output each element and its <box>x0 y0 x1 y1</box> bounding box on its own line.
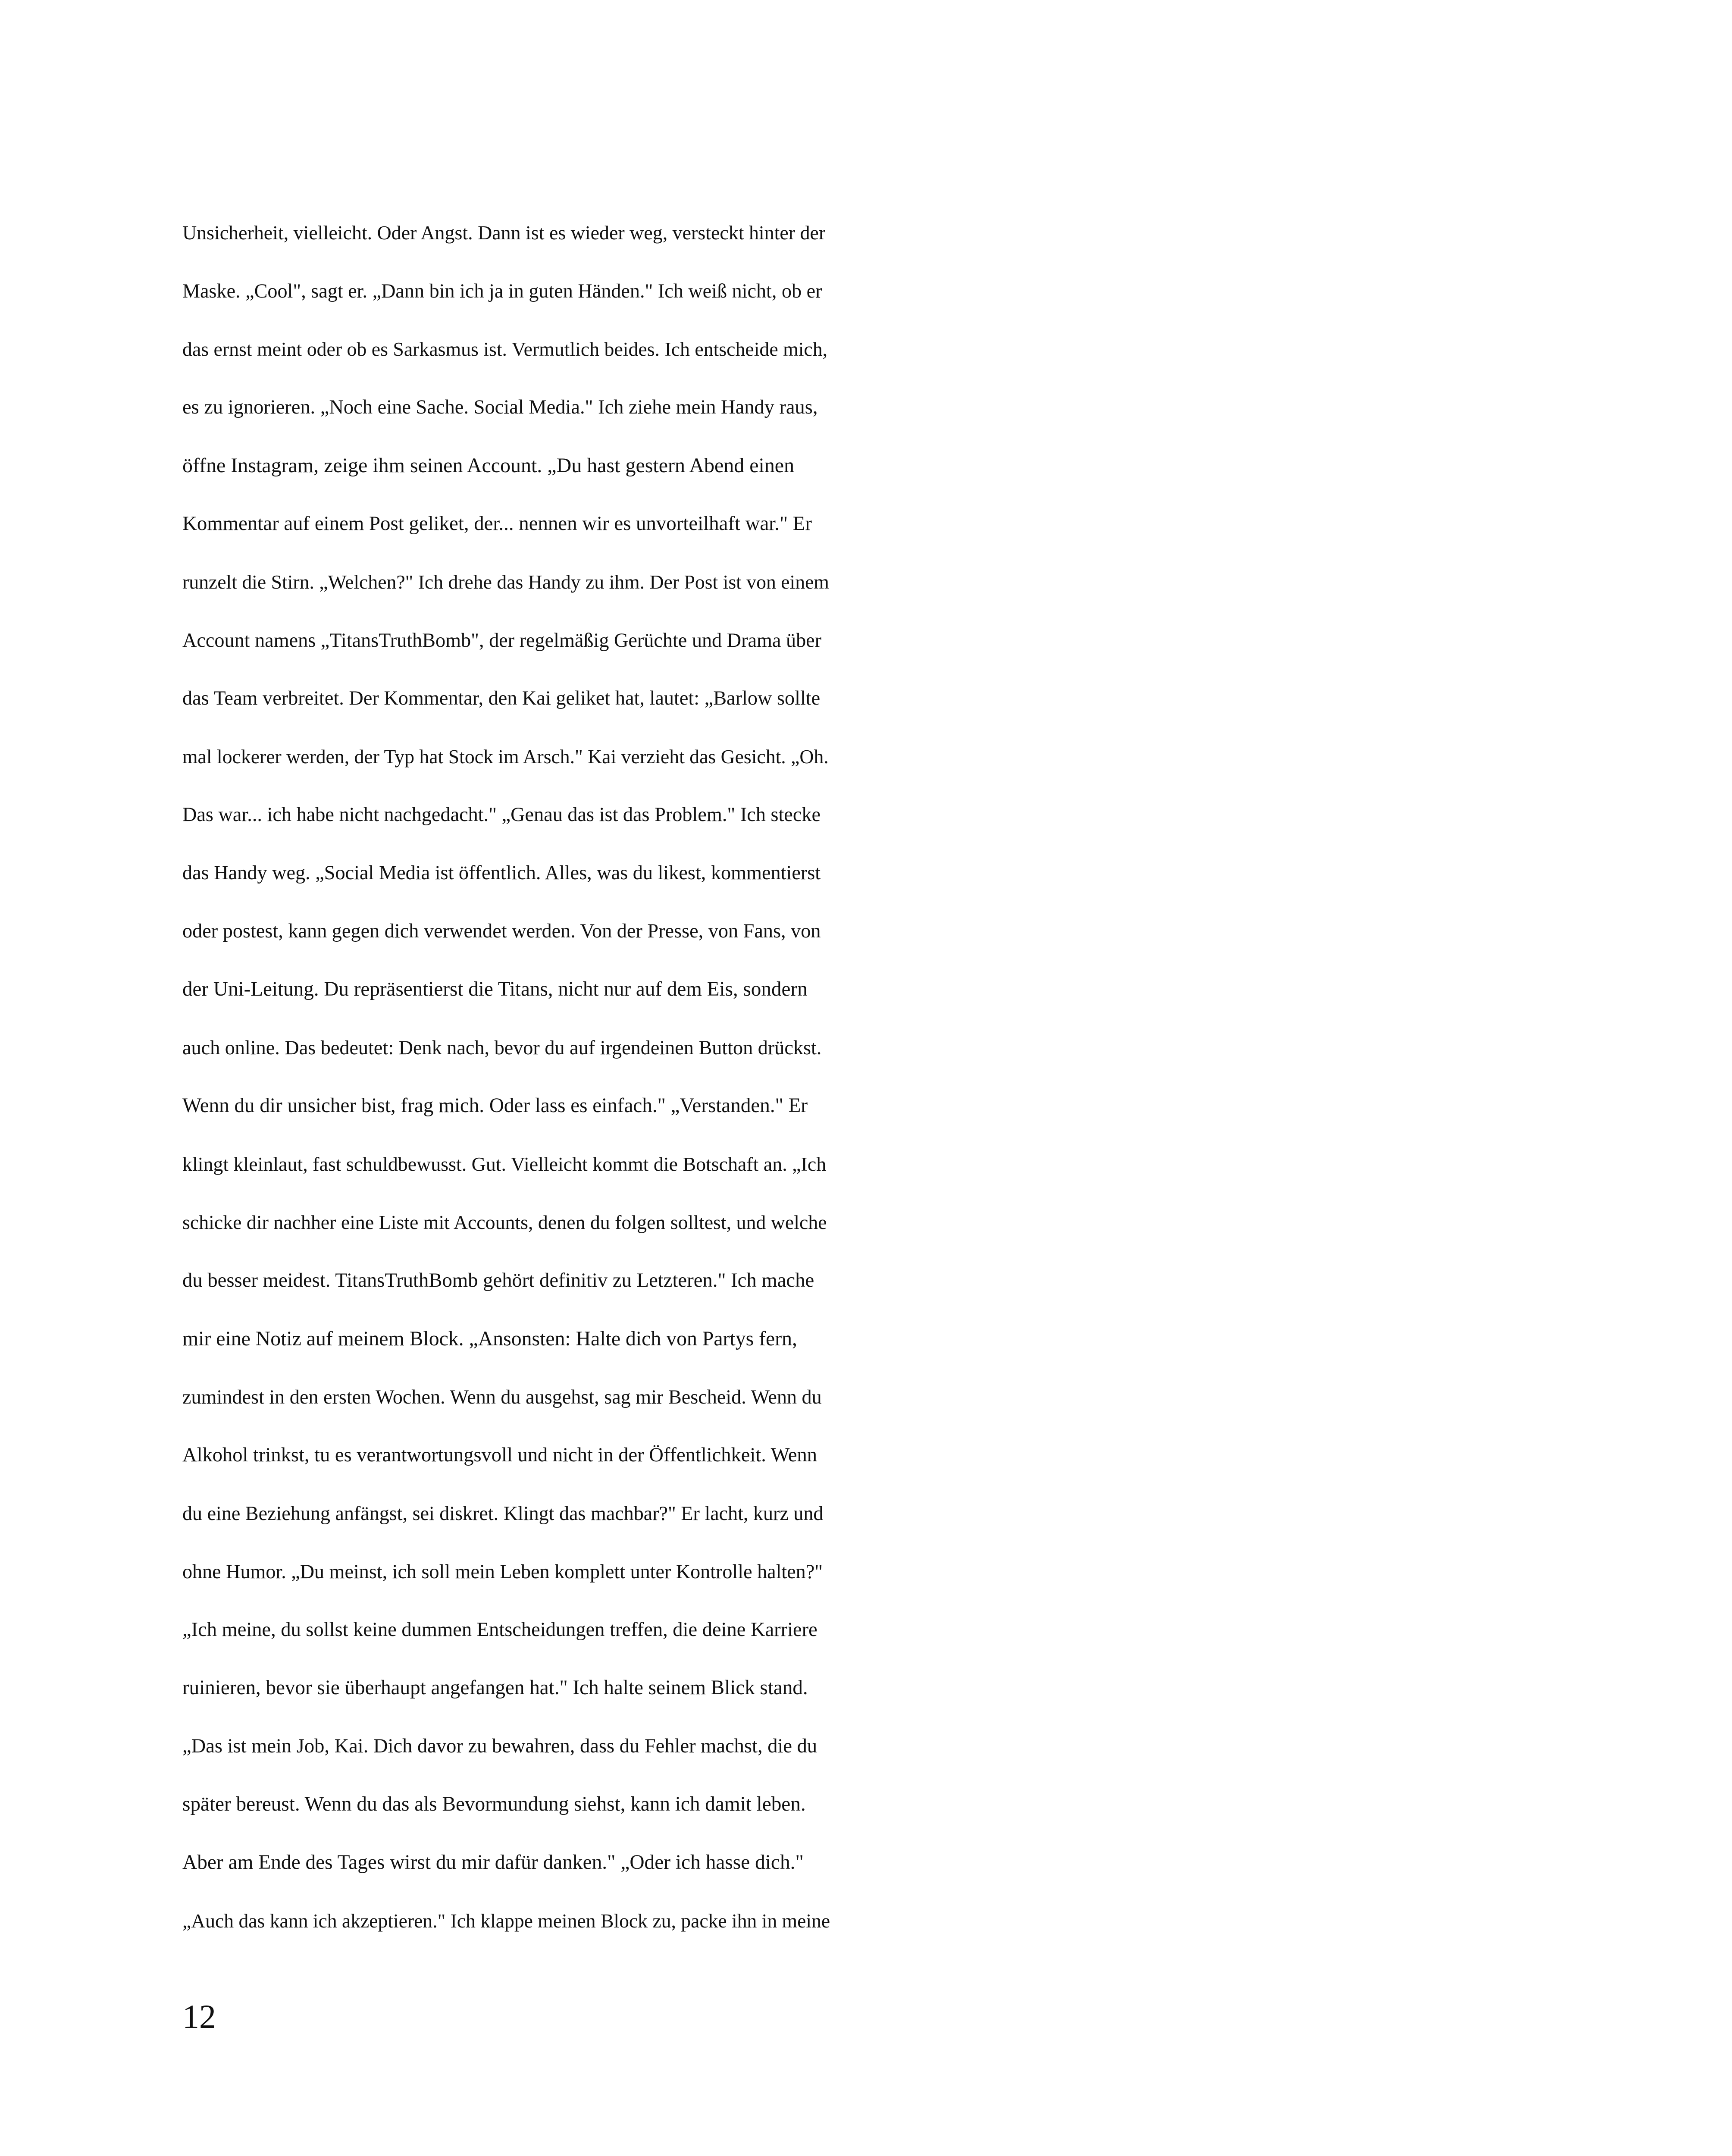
text-line-15: auch online. Das bedeutet: Denk nach, bevor du auf irgendeinen Button drückst. <box>182 1037 822 1059</box>
text-line-21: zumindest in den ersten Wochen. Wenn du ausgehst, sag mir Bescheid. Wenn du <box>182 1386 822 1408</box>
text-line-27: „Das ist mein Job, Kai. Dich davor zu bewahren, dass du Fehler machst, die du <box>182 1735 817 1757</box>
text-line-23: du eine Beziehung anfängst, sei diskret. Klingt das machbar?" Er lacht, kurz und <box>182 1502 824 1524</box>
page-number: 12 <box>182 1998 216 2035</box>
text-line-9: das Team verbreitet. Der Kommentar, den Kai geliket hat, lautet: „Barlow sollte <box>182 687 821 709</box>
text-line-29: Aber am Ende des Tages wirst du mir dafür danken." „Oder ich hasse dich." <box>182 1851 804 1874</box>
text-line-7: runzelt die Stirn. „Welchen?" Ich drehe das Handy zu ihm. Der Post ist von einem <box>182 571 829 593</box>
text-line-13: oder postest, kann gegen dich verwendet werden. Von der Presse, von Fans, von <box>182 920 821 942</box>
text-line-28: später bereust. Wenn du das als Bevormundung siehst, kann ich damit leben. <box>182 1793 806 1815</box>
text-line-14: der Uni-Leitung. Du repräsentierst die Titans, nicht nur auf dem Eis, sondern <box>182 978 808 1000</box>
text-line-3: das ernst meint oder ob es Sarkasmus ist. Vermutlich beides. Ich entscheide mich, <box>182 338 828 360</box>
text-line-4: es zu ignorieren. „Noch eine Sache. Social Media." Ich ziehe mein Handy raus, <box>182 396 818 418</box>
text-line-10: mal lockerer werden, der Typ hat Stock im Arsch." Kai verzieht das Gesicht. „Oh. <box>182 746 829 768</box>
text-line-2: Maske. „Cool", sagt er. „Dann bin ich ja in guten Händen." Ich weiß nicht, ob er <box>182 280 822 302</box>
text-line-18: schicke dir nachher eine Liste mit Accounts, denen du folgen solltest, und welche <box>182 1211 827 1233</box>
text-line-24: ohne Humor. „Du meinst, ich soll mein Leben komplett unter Kontrolle halten?" <box>182 1561 823 1583</box>
text-line-5: öffne Instagram, zeige ihm seinen Account. „Du hast gestern Abend einen <box>182 454 795 477</box>
text-line-11: Das war... ich habe nicht nachgedacht." „Genau das ist das Problem." Ich stecke <box>182 804 821 826</box>
text-line-30: „Auch das kann ich akzeptieren." Ich klappe meinen Block zu, packe ihn in meine <box>182 1910 830 1932</box>
text-line-25: „Ich meine, du sollst keine dummen Entscheidungen treffen, die deine Karriere <box>182 1619 817 1641</box>
text-line-22: Alkohol trinkst, tu es verantwortungsvoll und nicht in der Öffentlichkeit. Wenn <box>182 1444 817 1466</box>
text-line-19: du besser meidest. TitansTruthBomb gehört definitiv zu Letzteren." Ich mache <box>182 1269 814 1291</box>
text-line-20: mir eine Notiz auf meinem Block. „Ansonsten: Halte dich von Partys fern, <box>182 1327 797 1350</box>
body-text <box>182 204 1528 1950</box>
text-line-16: Wenn du dir unsicher bist, frag mich. Oder lass es einfach." „Verstanden." Er <box>182 1094 808 1117</box>
text-line-8: Account namens „TitansTruthBomb", der regelmäßig Gerüchte und Drama über <box>182 629 822 651</box>
text-line-6: Kommentar auf einem Post geliket, der... nennen wir es unvorteilhaft war." Er <box>182 512 812 535</box>
text-line-1: Unsicherheit, vielleicht. Oder Angst. Dann ist es wieder weg, versteckt hinter der <box>182 222 826 244</box>
text-line-26: ruinieren, bevor sie überhaupt angefangen hat." Ich halte seinem Blick stand. <box>182 1677 808 1699</box>
text-line-12: das Handy weg. „Social Media ist öffentlich. Alles, was du likest, kommentierst <box>182 862 821 884</box>
text-line-17: klingt kleinlaut, fast schuldbewusst. Gut. Vielleicht kommt die Botschaft an. „Ich <box>182 1153 827 1175</box>
